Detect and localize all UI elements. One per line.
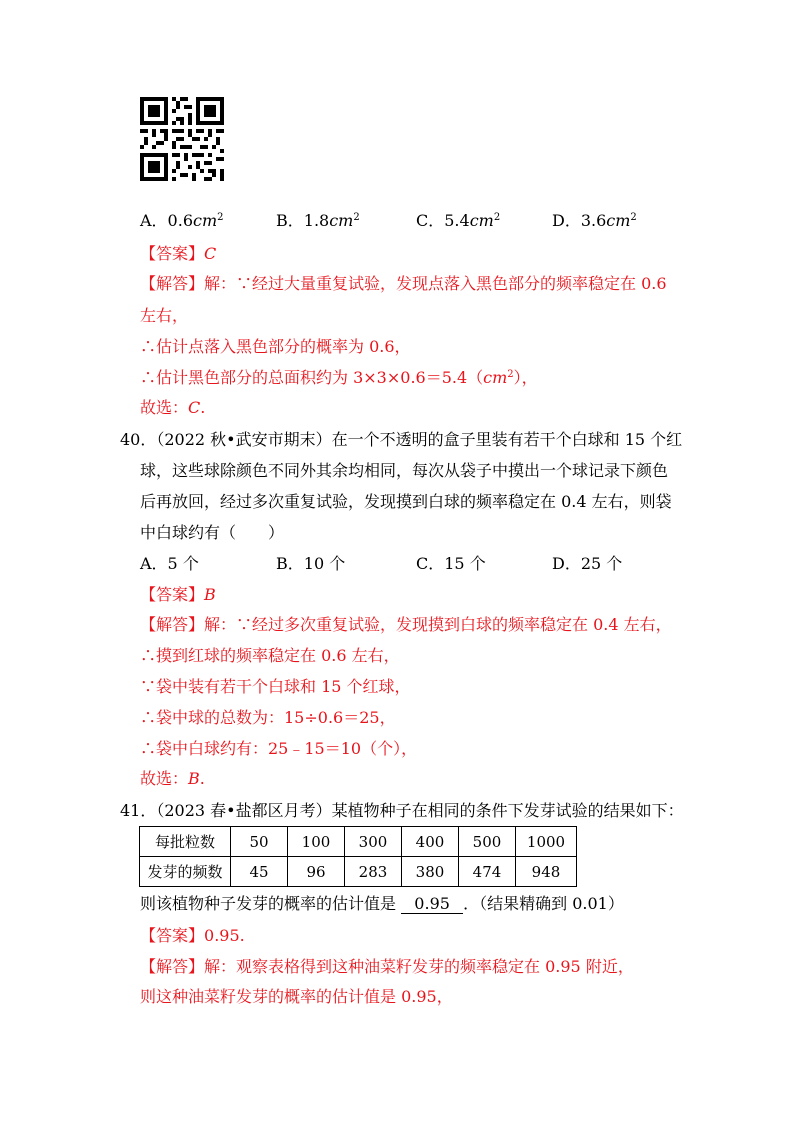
table-cell: 948 [516,857,577,887]
solution-line: 左右， [140,306,189,325]
table-cell: 50 [231,827,288,857]
table-cell: 283 [345,857,402,887]
question-text: 40．（2022 秋•武安市期末）在一个不透明的盒子里装有若干个白球和 15 个红 [120,430,683,449]
germination-table [139,826,577,887]
conclusion-line: 故选：C. [140,398,206,417]
table-header-cell: 发芽的频数 [140,857,231,887]
solution-line: ∴袋中白球约有：25﹣15＝10（个）， [140,739,418,758]
option-a: A．$0.6cm^2$ [140,211,224,230]
table-cell: 400 [402,827,459,857]
solution-line: ∵袋中装有若干个白球和 15 个红球， [140,677,411,696]
answer-line: 【答案】0.95. [140,926,245,945]
solution-line: 【解答】解：∵经过多次重复试验，发现摸到白球的频率稳定在 0.4 左右， [140,615,672,634]
table-cell: 45 [231,857,288,887]
answer-line: 【答案】C [140,244,217,263]
table-cell: 100 [288,827,345,857]
table-cell: 380 [402,857,459,887]
solution-line: ∴估计点落入黑色部分的概率为 0.6， [140,337,411,356]
table-cell: 300 [345,827,402,857]
table-cell: 1000 [516,827,577,857]
solution-line: ∴袋中球的总数为：15÷0.6＝25， [140,708,396,727]
option-b: B．$1.8cm^2$ [276,211,360,230]
option-c: C．$5.4cm^2$ [416,211,501,230]
solution-line: 则这种油菜籽发芽的概率的估计值是 0.95， [140,987,453,1006]
option-d: D．25 个 [552,554,623,573]
option-b: B．10 个 [276,554,346,573]
table-row [140,827,577,857]
solution-line: 【解答】解：观察表格得到这种油菜籽发芽的频率稳定在 0.95 附近， [140,957,634,976]
table-cell: 500 [459,827,516,857]
option-c: C．15 个 [416,554,486,573]
solution-line: 【解答】解：∵经过大量重复试验，发现点落入黑色部分的频率稳定在 0.6 [140,274,667,293]
solution-line: ∴摸到红球的频率稳定在 0.6 左右， [140,646,400,665]
table-cell: 96 [288,857,345,887]
conclusion-line: 故选：B. [140,769,205,788]
qr-code-image [140,97,224,181]
solution-line: ∴估计黑色部分的总面积约为 $3\times 3\times 0.6=5.4(cm^2)$， [140,368,538,387]
question-text: 则该植物种子发芽的概率的估计值是 0.95 ．（结果精确到 0.01） [140,894,624,913]
table-cell: 474 [459,857,516,887]
question-text: 后再放回，经过多次重复试验，发现摸到白球的频率稳定在 0.4 左右，则袋 [140,492,672,511]
answer-blank: 0.95 [401,895,463,914]
question-text: 41．（2023 春•盐都区月考）某植物种子在相同的条件下发芽试验的结果如下： [120,801,684,820]
answer-line: 【答案】B [140,585,216,604]
table-header-cell: 每批粒数 [140,827,231,857]
question-text: 球，这些球除颜色不同外其余均相同，每次从袋子中摸出一个球记录下颜色 [140,461,669,480]
table-row [140,857,577,887]
option-a: A．5 个 [140,554,199,573]
question-text: 中白球约有（ ） [140,523,285,542]
option-d: D．$3.6cm^2$ [552,211,637,230]
